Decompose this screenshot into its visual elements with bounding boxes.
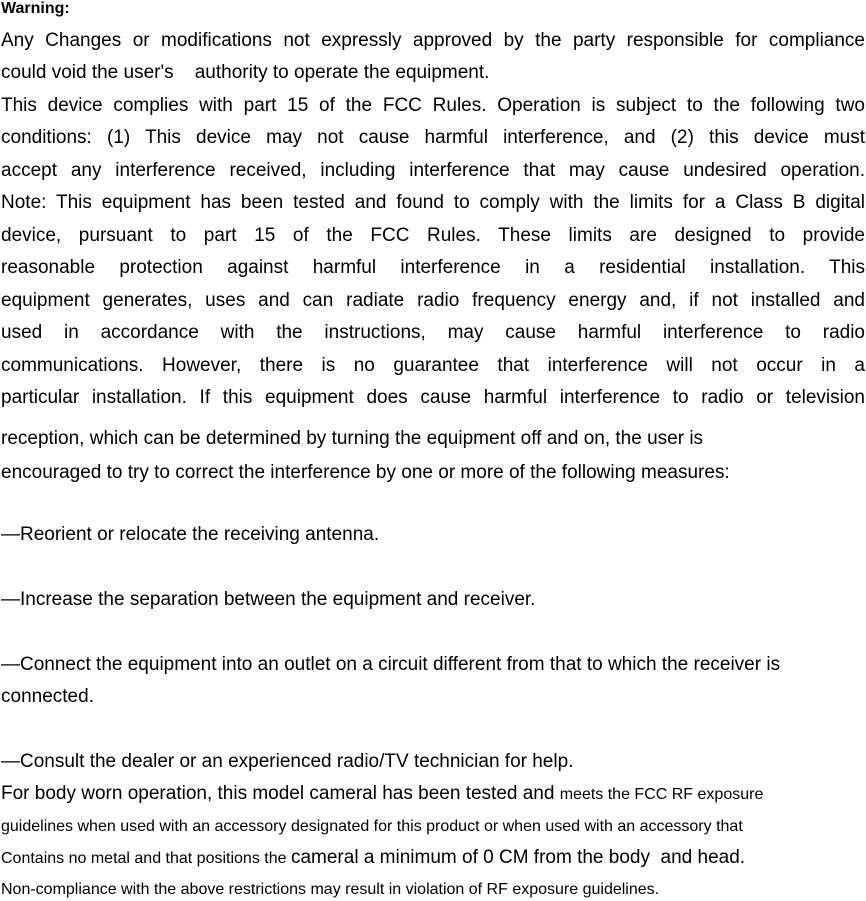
body-line: could void the user's authority to operate the equipment. [1,62,490,83]
rf-line-1-a: For body worn operation, this model cameral has been tested and [1,783,560,804]
warning-title: Warning: [1,0,70,17]
rf-line-3-b: cameral a minimum of 0 CM from the body and head. [290,847,746,868]
rf-line-1 [1,783,763,806]
body-line: particular installation. If this equipment does cause harmful interference to radio or television [1,387,865,408]
body-line: encouraged to try to correct the interference by one or more of the following measures: [1,462,730,483]
rf-line-3-a: Contains no metal and that positions the [1,850,291,867]
measure-item: —Increase the separation between the equipment and receiver. [1,589,536,610]
body-line: This device complies with part 15 of the FCC Rules. Operation is subject to the following two [1,95,865,116]
rf-line-2: guidelines when used with an accessory designated for this product or when used with an accessory that [1,818,743,835]
rf-line-3 [1,847,745,870]
body-line: reception, which can be determined by turning the equipment off and on, the user is [1,428,704,449]
body-line: communications. However, there is no guarantee that interference will not occur in a [1,355,865,376]
body-line: used in accordance with the instructions, may cause harmful interference to radio [1,322,865,343]
rf-line-4: Non-compliance with the above restrictions may result in violation of RF exposure guidelines. [1,881,660,898]
measure-item: —Consult the dealer or an experienced radio/TV technician for help. [1,751,574,772]
measure-item: —Connect the equipment into an outlet on a circuit different from that to which the receiver is [1,654,781,675]
body-line: device, pursuant to part 15 of the FCC Rules. These limits are designed to provide [1,225,865,246]
body-line: Any Changes or modifications not expressly approved by the party responsible for compliance [1,30,865,51]
body-line: reasonable protection against harmful interference in a residential installation. This [1,257,865,278]
body-line: accept any interference received, including interference that may cause undesired operation. [1,160,865,181]
body-line: Note: This equipment has been tested and found to comply with the limits for a Class B digital [1,192,865,213]
measure-item: —Reorient or relocate the receiving antenna. [1,524,380,545]
body-line: conditions: (1) This device may not cause harmful interference, and (2) this device must [1,127,865,148]
body-line: equipment generates, uses and can radiate radio frequency energy and, if not installed and [1,290,865,311]
rf-line-1-b: meets the FCC RF exposure [559,786,764,803]
measure-item-continued: connected. [1,686,94,707]
